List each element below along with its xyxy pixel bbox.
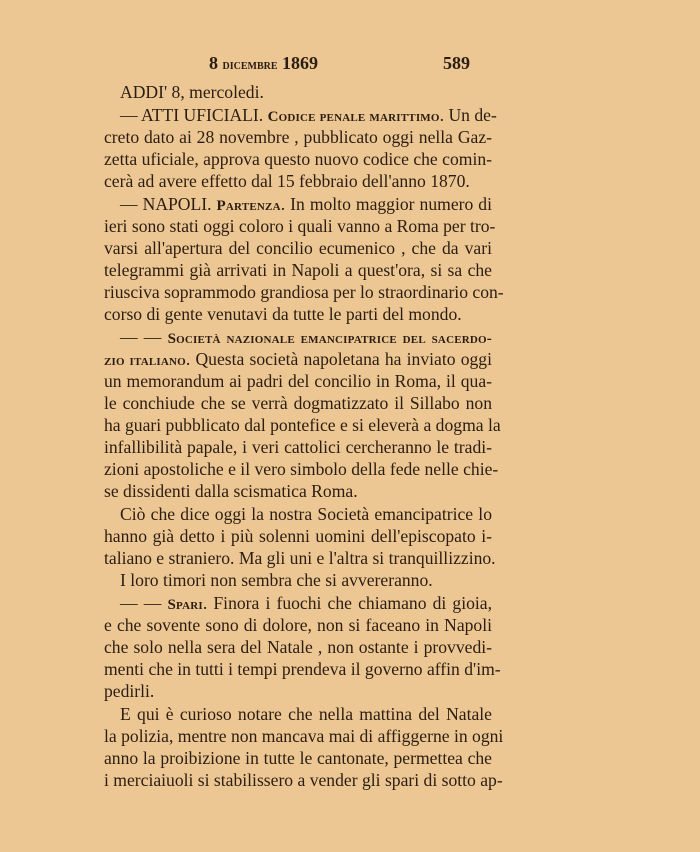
line-text: creto dato ai 28 novembre , pubblicato oggi nella Gaz- [104, 127, 492, 148]
line-text: menti che in tutti i tempi prendeva il governo affin d'im- [104, 658, 501, 679]
line-text: . Questa società napoletana ha inviato oggi [185, 349, 492, 370]
line-text: ha guari pubblicato dal pontefice e si eleverà a dogma la [104, 414, 501, 435]
page-number: 589 [443, 53, 470, 73]
line-text: ieri sono stati oggi coloro i quali vanno a Roma per tro- [104, 216, 496, 237]
line-text: che solo nella sera del Natale , non ostante i provvedi- [104, 636, 492, 657]
small-caps-heading: zio italiano [104, 353, 186, 370]
text-line [104, 437, 492, 459]
line-text: riusciva soprammodo grandiosa per lo straordinario con- [104, 282, 504, 303]
line-text: pedirli. [104, 680, 155, 701]
line-text: i merciaiuoli si stabilissero a vender gli spari di sotto ap- [104, 769, 503, 790]
header-date [209, 53, 318, 74]
line-text: E qui è curioso notare che nella mattina del Natale [120, 703, 492, 724]
line-text: — NAPOLI. [120, 194, 217, 215]
text-line [104, 504, 492, 526]
line-text: corso di gente venutavi da tutte le parti del mondo. [104, 303, 462, 324]
date-day: 8 [209, 53, 223, 73]
text-line [104, 593, 492, 615]
line-text: taliano e straniero. Ma gli uni e l'altra si tranquillizzino. [104, 547, 496, 568]
line-text: — — [120, 592, 168, 613]
text-line [104, 570, 492, 592]
line-text: Ciò che dice oggi la nostra Società emancipatrice lo [120, 503, 492, 524]
line-text: anno la proibizione in tutte le cantonate, permettea che [104, 747, 492, 768]
text-line [104, 127, 492, 149]
date-month: dicembre [222, 58, 278, 73]
text-line [104, 393, 492, 415]
text-line [104, 414, 501, 437]
text-line [104, 149, 492, 171]
line-text: . In molto maggior numero di [280, 194, 492, 215]
line-text: se dissidenti dalla scismatica Roma. [104, 480, 358, 501]
text-line [104, 637, 492, 659]
line-text: varsi all'apertura del concilio ecumenico , che da vari [104, 238, 492, 259]
text-line [104, 371, 492, 393]
small-caps-heading: Spari [167, 596, 203, 613]
page-body [104, 82, 504, 792]
line-text: hanno già detto i più solenni uomini dell'episcopato i- [104, 525, 492, 546]
text-line [104, 769, 503, 792]
text-line [104, 82, 492, 104]
line-text: infallibilità papale, i veri cattolici cercheranno le tradi- [104, 436, 492, 457]
text-line [104, 216, 496, 238]
line-text: la polizia, mentre non mancava mai di affiggerne in ogni [104, 725, 504, 746]
text-line [104, 681, 492, 703]
text-line [104, 615, 492, 637]
text-line [104, 282, 504, 304]
text-line [104, 725, 504, 748]
line-text: zioni apostoliche e il vero simbolo della fede nelle chie- [104, 458, 499, 479]
line-text: . Un de- [439, 105, 497, 126]
text-line [104, 526, 492, 548]
text-line [104, 304, 492, 326]
line-text: e che sovente sono di dolore, non si faceano in Napoli [104, 614, 492, 635]
small-caps-heading: Partenza [216, 198, 281, 215]
line-text: — — [120, 327, 168, 348]
text-line [104, 748, 492, 770]
line-text: un memorandum ai padri del concilio in Roma, il qua- [104, 371, 492, 392]
small-caps-heading: Codice penale marittimo [267, 109, 440, 126]
running-header [104, 53, 492, 77]
line-text: — ATTI UFICIALI. [120, 105, 268, 126]
text-line [104, 327, 492, 349]
text-line [104, 458, 499, 481]
line-text: telegrammi già arrivati in Napoli a quest'ora, si sa che [104, 260, 492, 281]
text-line [104, 704, 492, 726]
text-line [104, 260, 492, 282]
text-line [104, 547, 496, 570]
date-year: 1869 [277, 53, 319, 73]
text-line [104, 658, 501, 681]
text-line [104, 481, 492, 503]
line-text: le conchiude che se verrà dogmatizzato il Sillabo non [104, 392, 492, 413]
text-line [104, 171, 492, 193]
line-text: cerà ad avere effetto dal 15 febbraio dell'anno 1870. [104, 171, 470, 192]
text-line [104, 194, 492, 216]
line-text: I loro timori non sembra che si avvereranno. [120, 569, 433, 590]
line-text: . Finora i fuochi che chiamano di gioia, [202, 592, 493, 613]
text-line [104, 238, 492, 260]
small-caps-heading: Società nazionale emancipatrice del sacerdo- [167, 331, 492, 348]
line-text: ADDI' 8, mercoledi. [120, 82, 264, 102]
line-text: zetta uficiale, approva questo nuovo codice che comin- [104, 149, 492, 170]
text-line [104, 105, 497, 127]
text-line [104, 349, 492, 371]
